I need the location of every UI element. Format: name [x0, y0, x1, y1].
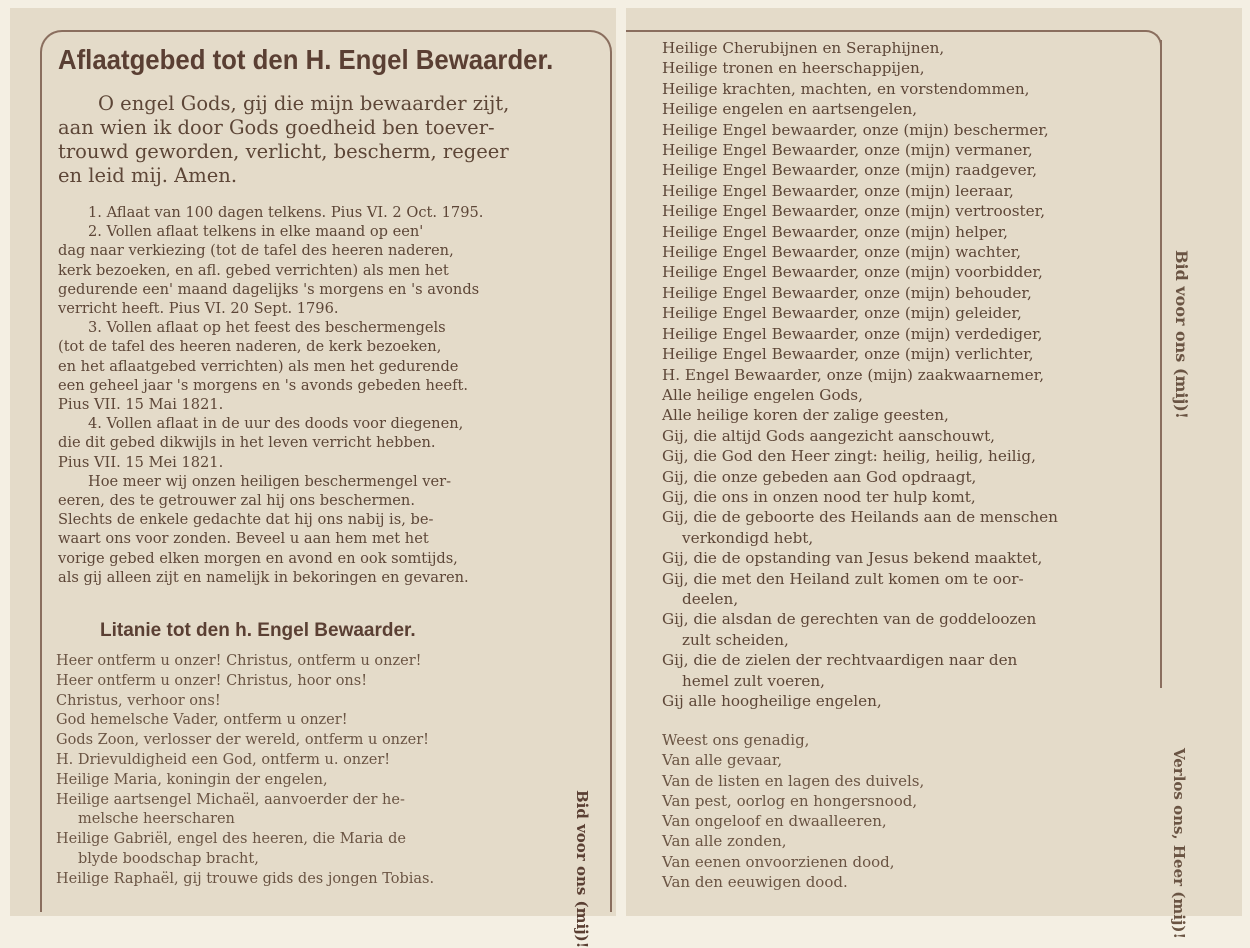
side-response-text: Bid voor ons (mij)!: [1172, 250, 1191, 419]
note-line: vorige gebed elken morgen en avond en ook somtijds,: [58, 549, 458, 567]
indulgence-notes: [58, 203, 598, 587]
litany-line: Gij, die God den Heer zingt: heilig, heilig, heilig,: [662, 447, 1036, 466]
side-response-text: Bid voor ons (mij)!: [573, 790, 591, 948]
verlos-line: Van alle gevaar,: [662, 751, 783, 770]
litany-line: Heilige Maria, koningin der engelen,: [56, 771, 328, 788]
prayer-line: en leid mij. Amen.: [58, 164, 238, 187]
litany-line: Heer ontferm u onzer! Christus, ontferm u onzer!: [56, 653, 422, 669]
litany-line: Heilige Cherubijnen en Seraphijnen,: [662, 39, 945, 57]
side-response-left: [548, 790, 591, 948]
litany-line: Heilige Engel bewaarder, onze (mijn) beschermer,: [662, 120, 1049, 139]
note-line: (tot de tafel des heeren naderen, de kerk bezoeken,: [58, 338, 442, 356]
litany-line: Heilige Engel Bewaarder, onze (mijn) helper,: [662, 222, 1009, 241]
litany-line: Heer ontferm u onzer! Christus, hoor ons!: [56, 672, 368, 689]
verlos-section: [662, 730, 1162, 892]
prayer-line: aan wien ik door Gods goedheid ben toever-: [58, 116, 495, 139]
note-line: 2. Vollen aflaat telkens in elke maand op een': [88, 223, 424, 241]
verlos-line: Van eenen onvoorzienen dood,: [662, 852, 895, 871]
litany-line: Heilige tronen en heerschappijen,: [662, 59, 925, 78]
litany-line: Heilige Engel Bewaarder, onze (mijn) behouder,: [662, 283, 1032, 302]
note-line: Hoe meer wij onzen heiligen beschermengel ver-: [88, 472, 452, 490]
verlos-line: Van pest, oorlog en hongersnood,: [662, 791, 918, 810]
verlos-line: Van alle zonden,: [662, 832, 787, 851]
litany-line: Heilige Engel Bewaarder, onze (mijn) leeraar,: [662, 181, 1014, 200]
prayer-line: O engel Gods, gij die mijn bewaarder zijt,: [98, 92, 510, 115]
litany-line: Heilige Engel Bewaarder, onze (mijn) voorbidder,: [662, 263, 1043, 282]
litany-line: Heilige engelen en aartsengelen,: [662, 100, 918, 119]
note-line: 3. Vollen aflaat op het feest des beschermengels: [88, 319, 446, 337]
note-line: Slechts de enkele gedachte dat hij ons nabij is, be-: [58, 511, 434, 529]
litany-line: Gij, die ons in onzen nood ter hulp komt,: [662, 487, 976, 506]
note-line: als gij alleen zijt en namelijk in bekoringen en gevaren.: [58, 568, 469, 586]
litany-line: Heilige Engel Bewaarder, onze (mijn) vertrooster,: [662, 202, 1046, 221]
verlos-line: Van den eeuwigen dood.: [662, 873, 848, 892]
litany-line: Heilige Engel Bewaarder, onze (mijn) raadgever,: [662, 161, 1038, 180]
note-line: die dit gebed dikwijls in het leven verricht hebben.: [58, 434, 436, 452]
note-line: waart ons voor zonden. Beveel u aan hem met het: [58, 530, 429, 548]
note-line: 4. Vollen aflaat in de uur des doods voor diegenen,: [88, 415, 464, 433]
litany-line: zult scheiden,: [682, 630, 789, 649]
note-line: kerk bezoeken, en afl. gebed verrichten) als men het: [58, 261, 449, 279]
verlos-line: Van de listen en lagen des duivels,: [662, 771, 925, 790]
verlos-line: Van ongeloof en dwaalleeren,: [662, 812, 887, 831]
litany-line: Gij, die met den Heiland zult komen om te oor-: [662, 569, 1024, 588]
litany-line: Gij, die alsdan de gerechten van de goddeloozen: [662, 610, 1037, 629]
litany-line: Heilige Engel Bewaarder, onze (mijn) verdediger,: [662, 324, 1043, 343]
page-title: Aflaatgebed tot den H. Engel Bewaarder.: [58, 44, 554, 75]
litany-line: Gij alle hoogheilige engelen,: [662, 692, 882, 710]
litany-line: Heilige Engel Bewaarder, onze (mijn) wachter,: [662, 243, 1022, 262]
litany-line: melsche heerscharen: [78, 811, 235, 828]
litany-line: H. Engel Bewaarder, onze (mijn) zaakwaarnemer,: [662, 365, 1045, 384]
note-line: en het aflaatgebed verrichten) als men het gedurende: [58, 357, 459, 375]
prayer-text: [58, 92, 598, 188]
note-line: 1. Aflaat van 100 dagen telkens. Pius VI. 2 Oct. 1795.: [88, 204, 484, 221]
litany-line: Gods Zoon, verlosser der wereld, ontferm u onzer!: [56, 732, 429, 749]
litany-line: Heilige Raphaël, gij trouwe gids des jongen Tobias.: [56, 870, 435, 887]
note-line: dag naar verkiezing (tot de tafel des heeren naderen,: [58, 242, 454, 260]
litany-line: Heilige krachten, machten, en vorstendommen,: [662, 79, 1030, 98]
litany-line: H. Drievuldigheid een God, ontferm u. onzer!: [56, 751, 391, 768]
side-response-text: Verlos ons, Heer (mij)!: [1170, 748, 1188, 940]
litany-line: Gij, die altijd Gods aangezicht aanschouwt,: [662, 426, 996, 445]
litany-line: deelen,: [682, 589, 739, 608]
note-line: gedurende een' maand dagelijks 's morgens en 's avonds: [58, 280, 480, 298]
litany-line: Heilige Gabriël, engel des heeren, die Maria de: [56, 831, 406, 848]
litany-line: Alle heilige engelen Gods,: [662, 385, 863, 404]
note-line: Pius VII. 15 Mai 1821.: [58, 396, 224, 414]
litany-line: Gij, die de geboorte des Heilands aan de menschen: [662, 508, 1058, 527]
litany-line: Heilige Engel Bewaarder, onze (mijn) geleider,: [662, 304, 1022, 323]
litany-right: [662, 38, 1162, 711]
litany-left: [56, 652, 596, 890]
litany-title: Litanie tot den h. Engel Bewaarder.: [100, 620, 416, 641]
litany-line: Heilige Engel Bewaarder, onze (mijn) verlichter,: [662, 345, 1034, 364]
litany-line: Gij, die onze gebeden aan God opdraagt,: [662, 467, 977, 486]
litany-line: Gij, die de zielen der rechtvaardigen naar den: [662, 651, 1018, 670]
litany-line: hemel zult voeren,: [682, 671, 825, 690]
prayer-line: trouwd geworden, verlicht, bescherm, regeer: [58, 140, 509, 163]
litany-line: verkondigd hebt,: [682, 528, 814, 547]
note-line: verricht heeft. Pius VI. 20 Sept. 1796.: [58, 300, 339, 318]
litany-line: blyde boodschap bracht,: [78, 850, 259, 867]
litany-line: Christus, verhoor ons!: [56, 692, 221, 709]
litany-line: Gij, die de opstanding van Jesus bekend maaktet,: [662, 549, 1043, 568]
note-line: een geheel jaar 's morgens en 's avonds gebeden heeft.: [58, 376, 469, 394]
litany-line: Alle heilige koren der zalige geesten,: [662, 406, 949, 425]
litany-line: Heilige Engel Bewaarder, onze (mijn) vermaner,: [662, 141, 1033, 160]
litany-line: Heilige aartsengel Michaël, aanvoerder der he-: [56, 791, 405, 808]
litany-line: God hemelsche Vader, ontferm u onzer!: [56, 712, 348, 729]
note-line: eeren, des te getrouwer zal hij ons beschermen.: [58, 492, 415, 510]
verlos-line: Weest ons genadig,: [662, 731, 810, 749]
note-line: Pius VII. 15 Mei 1821.: [58, 453, 224, 471]
